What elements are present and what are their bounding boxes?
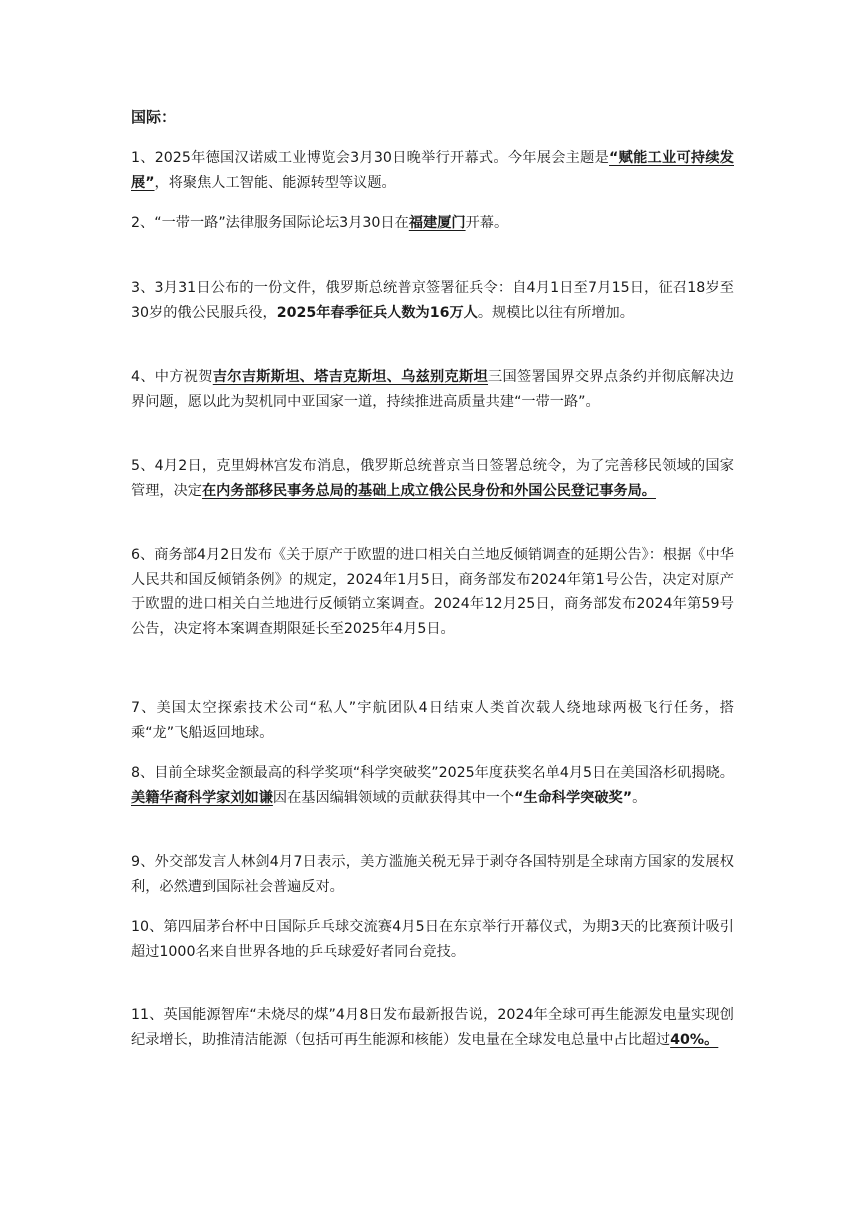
body-text: ，将聚焦人工智能、能源转型等议题。 bbox=[154, 174, 396, 191]
news-item-4 bbox=[131, 365, 734, 414]
body-text: 3、3月31日公布的一份文件，俄罗斯总统普京签署征兵令：自4月1日至7月15日，征召18岁至30岁的俄公民服兵役， bbox=[131, 280, 734, 321]
news-item-10 bbox=[131, 915, 734, 964]
news-item-7 bbox=[131, 696, 734, 745]
body-text: 。 bbox=[632, 789, 647, 806]
news-item-6 bbox=[131, 543, 734, 641]
body-text: 因在基因编辑领域的贡献获得其中一个 bbox=[272, 789, 515, 806]
news-item-11 bbox=[131, 1003, 734, 1052]
body-text: 1、2025年德国汉诺威工业博览会3月30日晚举行开幕式。今年展会主题是 bbox=[131, 150, 610, 166]
body-text: 。规模比以往有所增加。 bbox=[477, 304, 634, 321]
news-item-2 bbox=[131, 211, 734, 236]
emphasis-text: 在内务部移民事务总局的基础上成立俄公民身份和外国公民登记事务局。 bbox=[201, 482, 656, 499]
body-text: 11、英国能源智库“未烧尽的煤”4月8日发布最新报告说，2024年全球可再生能源发电量实现创纪录增长，助推清洁能源（包括可再生能源和核能）发电量在全球发电总量中占比超过 bbox=[131, 1007, 734, 1048]
emphasis-text: 40%。 bbox=[670, 1031, 719, 1048]
section-heading: 国际： bbox=[131, 108, 177, 126]
news-item-1 bbox=[131, 146, 734, 195]
body-text: 10、第四届茅台杯中日国际乒乓球交流赛4月5日在东京举行开幕仪式，为期3天的比赛预计吸引超过1000名来自世界各地的乒乓球爱好者同台竞技。 bbox=[131, 919, 734, 960]
body-text: 6、商务部4月2日发布《关于原产于欧盟的进口相关白兰地反倾销调查的延期公告》：根据《中华人民共和国反倾销条例》的规定，2024年1月5日，商务部发布2024年第1号公告，决定对原产于欧盟的进口相关白兰地进行反倾销立案调查。2024年12月25日，商务部发布2024年第59号公告，决定将本案调查期限延长至2025年4月5日。 bbox=[131, 547, 734, 637]
news-item-8 bbox=[131, 761, 734, 810]
emphasis-text: 2025年春季征兵人数为16万人 bbox=[276, 304, 478, 321]
body-text: 8、目前全球奖金额最高的科学奖项“科学突破奖”2025年度获奖名单4月5日在美国洛杉矶揭晓。 bbox=[131, 765, 734, 781]
news-item-3 bbox=[131, 276, 734, 325]
body-text: 9、外交部发言人林剑4月7日表示，美方滥施关税无异于剥夺各国特别是全球南方国家的发展权利，必然遭到国际社会普遍反对。 bbox=[131, 854, 734, 895]
news-item-5 bbox=[131, 454, 734, 503]
body-text: 7、美国太空探索技术公司“私人”宇航团队4日结束人类首次载人绕地球两极飞行任务，搭乘“龙”飞船返回地球。 bbox=[131, 700, 734, 741]
emphasis-text: 福建厦门 bbox=[408, 215, 466, 231]
body-text: 2、“一带一路”法律服务国际论坛3月30日在 bbox=[131, 215, 409, 231]
body-text: 三国签署国界交界点条约并彻底解决边界问题，愿以此为契机同中亚国家一道，持续推进高质量共建“一带一路”。 bbox=[131, 369, 734, 410]
news-item-9 bbox=[131, 850, 734, 899]
body-text: 4、中方祝贺 bbox=[131, 369, 213, 385]
body-text: 开幕。 bbox=[465, 215, 509, 231]
emphasis-text: “生命科学突破奖” bbox=[514, 789, 633, 806]
emphasis-text: 吉尔吉斯斯坦、塔吉克斯坦、乌兹别克斯坦 bbox=[212, 369, 489, 385]
emphasis-text: “赋能工业可持续发展” bbox=[131, 150, 734, 191]
body-text: 5、4月2日，克里姆林宫发布消息，俄罗斯总统普京当日签署总统令，为了完善移民领域的国家管理，决定 bbox=[131, 458, 734, 499]
emphasis-text: 美籍华裔科学家刘如谦 bbox=[131, 789, 273, 806]
